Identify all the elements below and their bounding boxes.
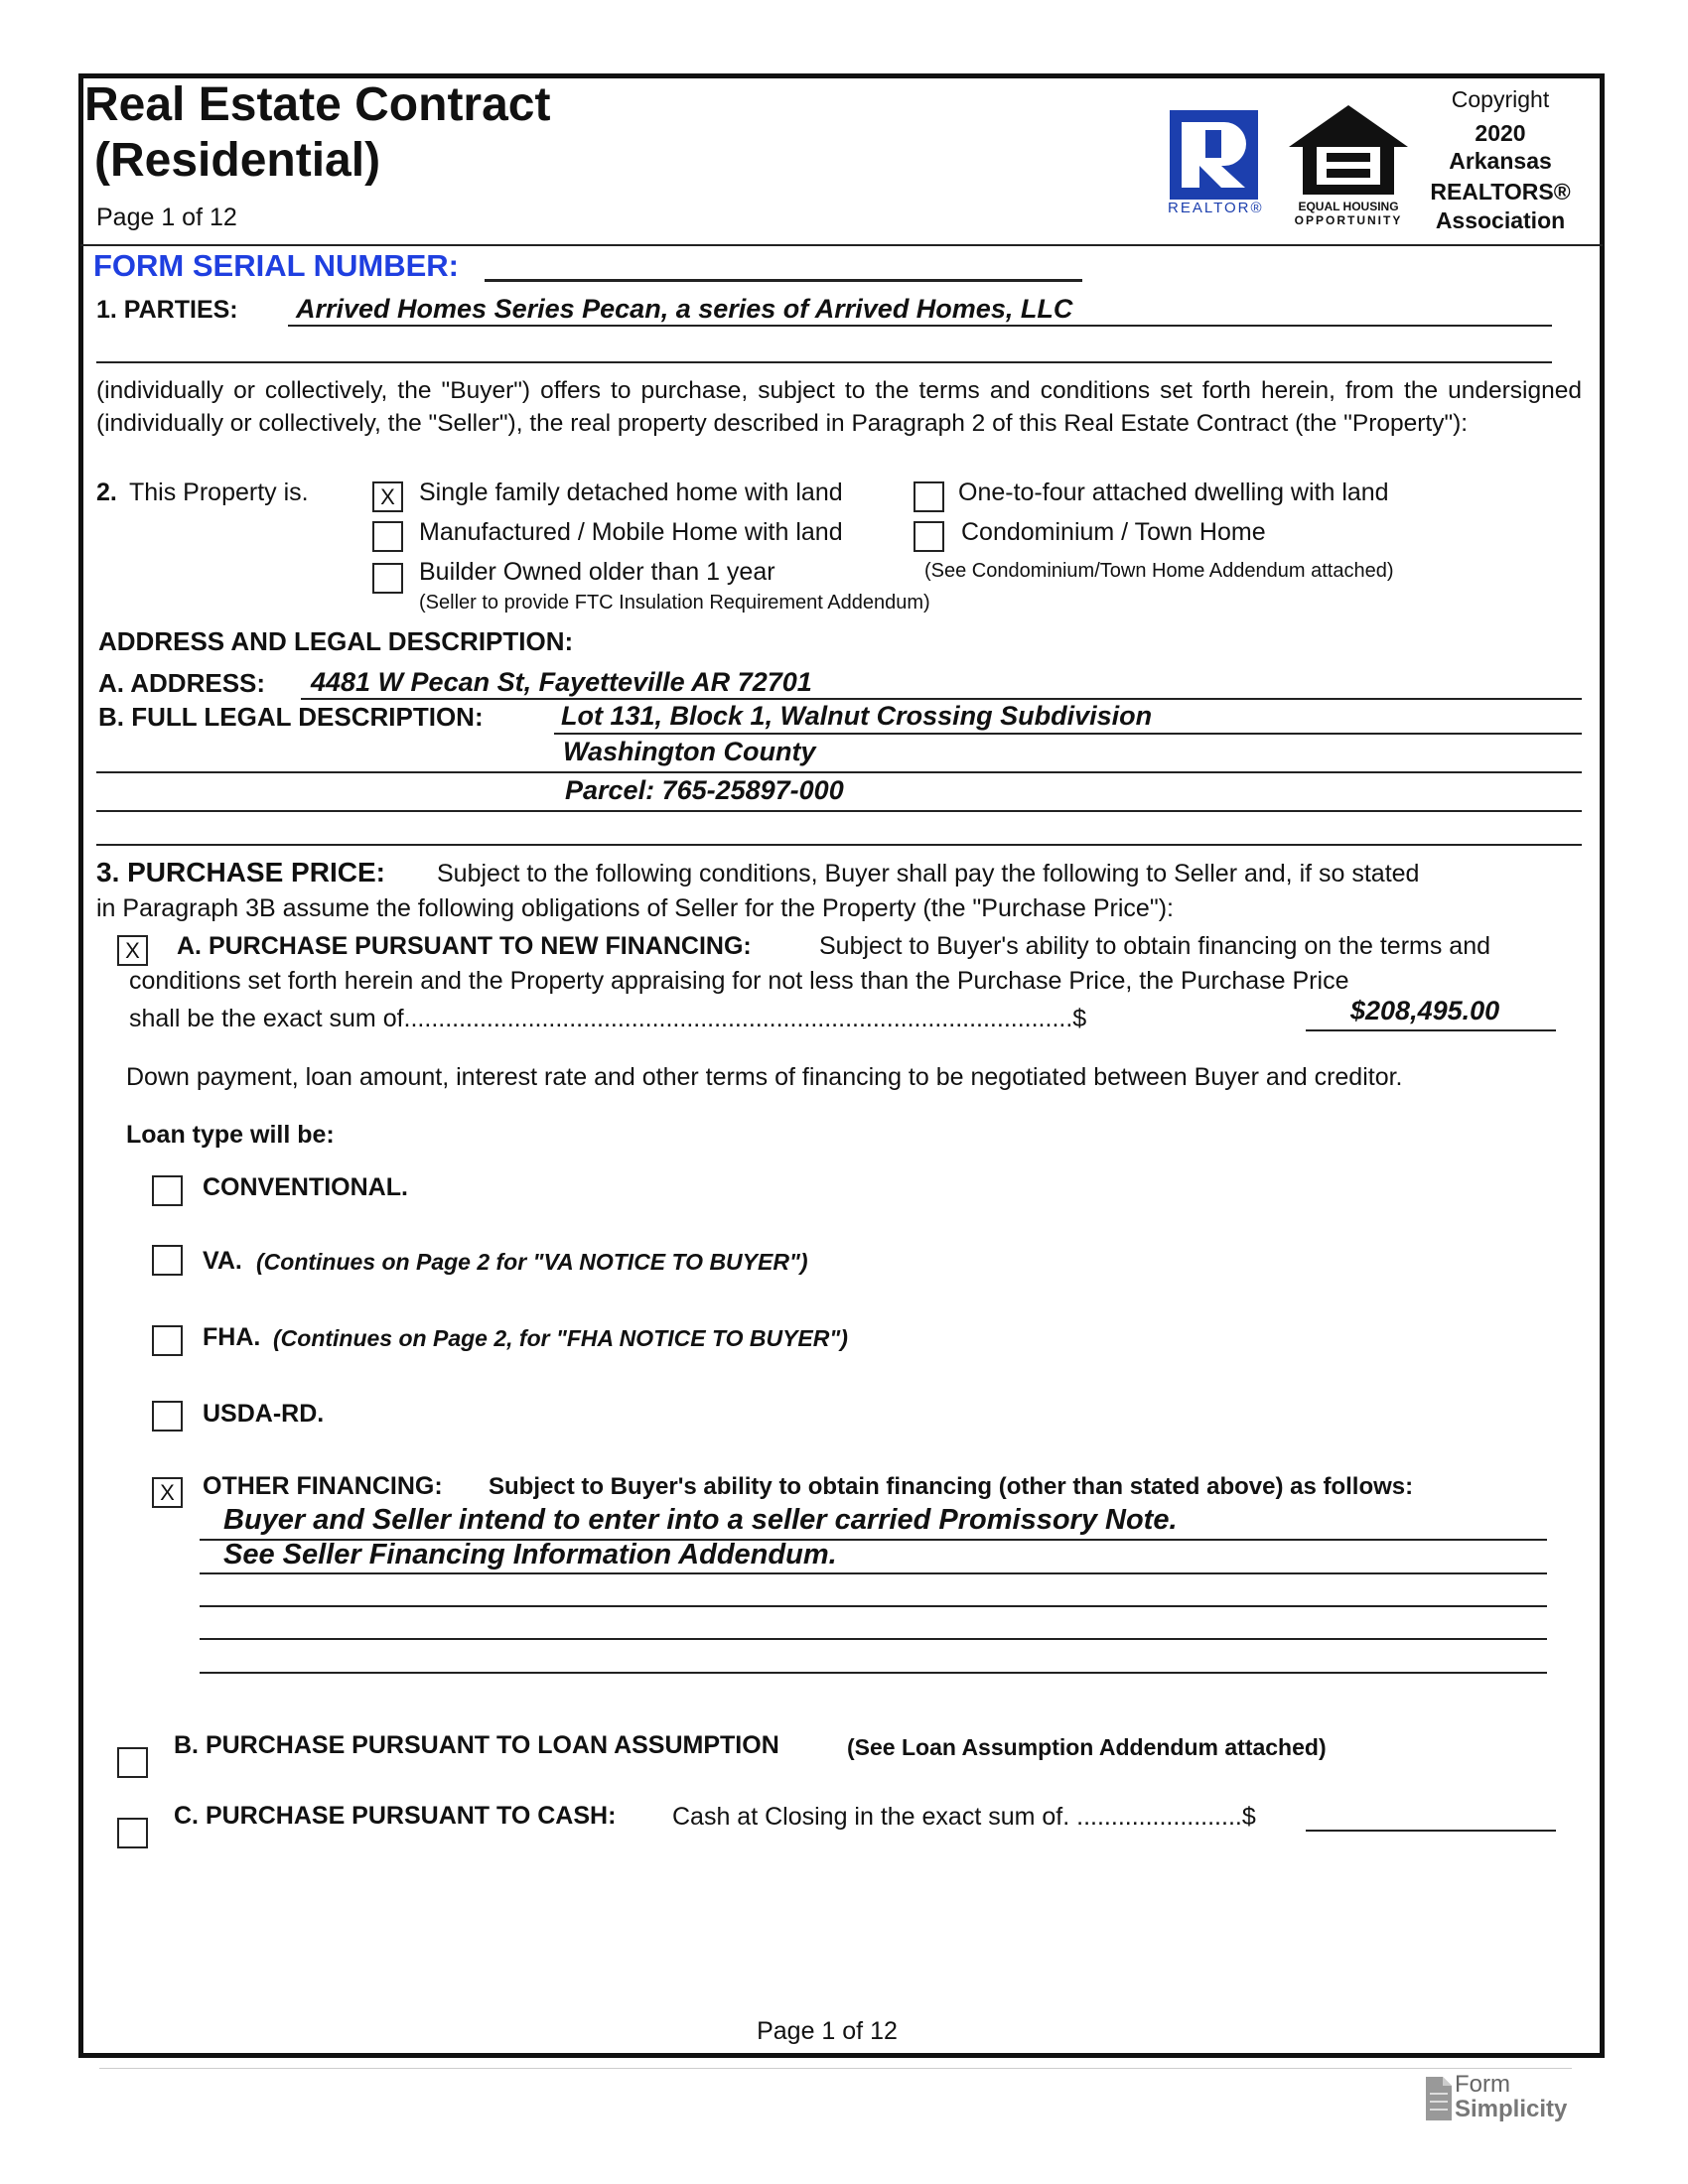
eho-text-1: EQUAL HOUSING	[1298, 200, 1399, 213]
checkbox-new-financing[interactable]: X	[117, 935, 148, 966]
loan-va: VA.	[203, 1247, 242, 1275]
footer-page: Page 1 of 12	[757, 2017, 898, 2045]
purchase-price-intro-1: Subject to the following conditions, Buyer shall pay the following to Seller and, if so stated	[437, 860, 1420, 887]
property-num: 2.	[96, 478, 117, 506]
label-manufactured: Manufactured / Mobile Home with land	[419, 518, 843, 546]
other-line-1[interactable]: Buyer and Seller intend to enter into a seller carried Promissory Note.	[223, 1504, 1178, 1536]
new-financing-label: A. PURCHASE PURSUANT TO NEW FINANCING:	[177, 932, 752, 960]
copyright-org-2: REALTORS®	[1430, 179, 1571, 205]
checkbox-usda[interactable]	[152, 1401, 183, 1432]
checkbox-other-financing[interactable]: X	[152, 1477, 183, 1508]
new-financing-text-2: conditions set forth herein and the Property appraising for not less than the Purchase Price, the Purchase Price	[129, 967, 1349, 995]
label-builder-owned: Builder Owned older than 1 year	[419, 558, 775, 586]
cash-text: Cash at Closing in the exact sum of. ........................$	[672, 1803, 1256, 1831]
page-indicator: Page 1 of 12	[96, 204, 237, 231]
down-payment-text: Down payment, loan amount, interest rate and other terms of financing to be negotiated between Buyer and creditor.	[126, 1063, 1403, 1091]
legal-line-3[interactable]: Parcel: 765-25897-000	[565, 775, 844, 805]
checkbox-cash[interactable]	[117, 1818, 148, 1848]
loan-other: OTHER FINANCING:	[203, 1472, 443, 1500]
loan-fha-note: (Continues on Page 2, for "FHA NOTICE TO BUYER")	[273, 1325, 848, 1351]
checkbox-builder-owned[interactable]	[372, 563, 403, 594]
property-label: This Property is.	[129, 478, 309, 506]
realtor-logo-text: REALTOR®	[1168, 200, 1264, 216]
other-rule-5	[200, 1672, 1547, 1674]
form-simplicity-icon	[1426, 2077, 1452, 2125]
copyright-label: Copyright	[1451, 86, 1550, 112]
parties-line	[288, 325, 1552, 327]
checkbox-loan-assumption[interactable]	[117, 1747, 148, 1778]
legal-rule-3	[96, 810, 1582, 812]
parties-line-2	[96, 361, 1552, 363]
label-condominium: Condominium / Town Home	[961, 518, 1266, 546]
copyright-org-1: Arkansas	[1449, 148, 1552, 174]
purchase-price-intro-2: in Paragraph 3B assume the following obligations of Seller for the Property (the "Purchase Price"):	[96, 894, 1174, 922]
loan-conventional: CONVENTIONAL.	[203, 1173, 408, 1201]
loan-type-label: Loan type will be:	[126, 1121, 335, 1149]
purchase-amount-line	[1306, 1029, 1556, 1031]
footer-divider	[99, 2068, 1572, 2069]
checkbox-va[interactable]	[152, 1245, 183, 1276]
checkbox-single-family[interactable]: X	[372, 481, 403, 512]
form-subtitle: (Residential)	[94, 134, 381, 187]
checkbox-fha[interactable]	[152, 1325, 183, 1356]
legal-label: B. FULL LEGAL DESCRIPTION:	[98, 702, 484, 732]
checkbox-one-to-four[interactable]	[914, 481, 944, 512]
legal-rule-2	[96, 771, 1582, 773]
parties-value[interactable]: Arrived Homes Series Pecan, a series of Arrived Homes, LLC	[296, 294, 1073, 324]
parties-label: 1. PARTIES:	[96, 296, 238, 324]
legal-line-2[interactable]: Washington County	[563, 737, 816, 766]
purchase-price-heading: 3. PURCHASE PRICE:	[96, 857, 385, 887]
cash-label: C. PURCHASE PURSUANT TO CASH:	[174, 1802, 617, 1830]
loan-fha: FHA.	[203, 1323, 261, 1351]
address-value[interactable]: 4481 W Pecan St, Fayetteville AR 72701	[311, 667, 812, 697]
label-single-family: Single family detached home with land	[419, 478, 843, 506]
condo-note: (See Condominium/Town Home Addendum attached)	[924, 560, 1394, 582]
address-heading: ADDRESS AND LEGAL DESCRIPTION:	[98, 626, 574, 656]
new-financing-text-1: Subject to Buyer's ability to obtain financing on the terms and	[819, 932, 1491, 960]
eho-text-2: OPPORTUNITY	[1294, 213, 1403, 227]
builder-note: (Seller to provide FTC Insulation Requirement Addendum)	[419, 592, 930, 614]
form-serial-field[interactable]	[485, 279, 1082, 282]
loan-assumption-label: B. PURCHASE PURSUANT TO LOAN ASSUMPTION	[174, 1731, 779, 1759]
header-divider	[80, 244, 1603, 246]
other-rule-4	[200, 1638, 1547, 1640]
parties-paragraph: (individually or collectively, the "Buyer") offers to purchase, subject to the terms and conditions set forth herein, from the undersigned (individually or collectively, the "Seller"), the real property described in Paragraph 2 of this Real Estate Contract (the "Property"):	[96, 377, 1582, 437]
label-one-to-four: One-to-four attached dwelling with land	[958, 478, 1389, 506]
equal-housing-icon	[1287, 103, 1411, 203]
brand-form: Form	[1455, 2071, 1510, 2098]
brand-simplicity: Simplicity	[1455, 2096, 1568, 2122]
cash-amount-field[interactable]	[1306, 1830, 1556, 1832]
checkbox-manufactured[interactable]	[372, 521, 403, 552]
loan-other-note: Subject to Buyer's ability to obtain financing (other than stated above) as follows:	[489, 1473, 1414, 1500]
checkbox-condominium[interactable]	[914, 521, 944, 552]
address-label: A. ADDRESS:	[98, 668, 266, 698]
checkbox-conventional[interactable]	[152, 1175, 183, 1206]
other-rule-2	[200, 1572, 1547, 1574]
address-line	[301, 698, 1582, 700]
legal-rule-1	[554, 733, 1582, 735]
other-line-2[interactable]: See Seller Financing Information Addendum.	[223, 1539, 837, 1570]
form-title: Real Estate Contract	[84, 78, 551, 131]
loan-assumption-note: (See Loan Assumption Addendum attached)	[847, 1734, 1327, 1760]
loan-usda: USDA-RD.	[203, 1400, 325, 1428]
new-financing-text-3: shall be the exact sum of.................................................................................................$	[129, 1005, 1087, 1032]
legal-rule-4	[96, 844, 1582, 846]
form-serial-label: FORM SERIAL NUMBER:	[93, 248, 459, 283]
loan-va-note: (Continues on Page 2 for "VA NOTICE TO BUYER")	[256, 1249, 808, 1275]
copyright-year: 2020	[1475, 120, 1526, 146]
copyright-org-3: Association	[1435, 207, 1566, 233]
realtor-logo	[1170, 110, 1258, 200]
other-rule-3	[200, 1605, 1547, 1607]
purchase-amount[interactable]: $208,495.00	[1350, 996, 1500, 1025]
legal-line-1[interactable]: Lot 131, Block 1, Walnut Crossing Subdivision	[561, 701, 1153, 731]
